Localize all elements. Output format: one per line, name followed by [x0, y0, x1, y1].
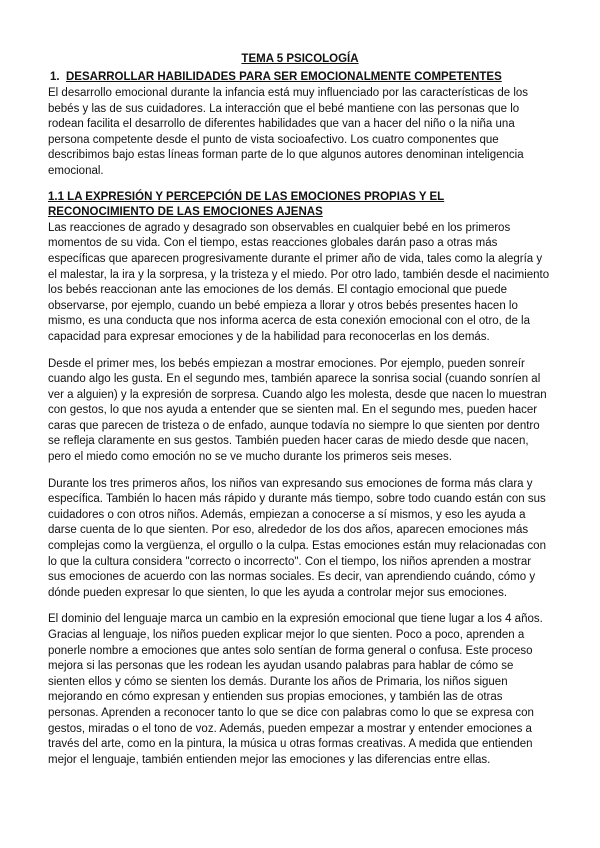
- document-title: TEMA 5 PSICOLOGÍA: [241, 53, 359, 65]
- section-1-heading: [48, 70, 552, 85]
- paragraph-3: Durante los tres primeros años, los niños van expresando sus emociones de forma más clara y específica. También lo hacen más rápido y durante más tiempo, sobre todo cuando están con sus cuidadores o con otros niños. Además, empiezan a conocerse a sí mismos, y eso les ayuda a darse cuenta de lo que sienten. Por eso, alrededor de los dos años, aparecen emociones más complejas como la vergüenza, el orgullo o la culpa. Estas emociones están muy relacionadas con lo que la cultura considera "correcto o incorrecto". Con el tiempo, los niños aprenden a mostrar sus emociones de acuerdo con las normas sociales. Es decir, van aprendiendo cuándo, cómo y dónde pueden expresar lo que sienten, lo que les ayuda a controlar mejor sus emociones.: [48, 477, 546, 599]
- section-1-intro-paragraph: El desarrollo emocional durante la infancia está muy influenciado por las características de los bebés y las de sus cuidadores. La interacción que el bebé mantiene con las personas que lo rodean facilita el desarrollo de diferentes habilidades que van a hacer del niño o la niña una persona competente desde el punto de vista socioafectivo. Los cuatro componentes que describimos bajo estas líneas forman parte de lo que algunos autores denominan inteligencia emocional.: [48, 87, 529, 177]
- paragraph-4: El dominio del lenguaje marca un cambio en la expresión emocional que tiene lugar a los 4 años. Gracias al lenguaje, los niños pueden explicar mejor lo que sienten. Poco a poco, aprenden a ponerle nombre a emociones que antes solo sentían de forma general o confusa. Este proceso mejora si las personas que les rodean les ayudan usando palabras para hablar de cómo se sienten ellos y cómo se sienten los demás. Durante los años de Primaria, los niños siguen mejorando en cómo expresan y entienden sus propias emociones, y también las de otras personas. Aprenden a reconocer tanto lo que se dice con palabras como lo que se expresa con gestos, miradas o el tono de voz. Además, pueden empezar a mostrar y entender emociones a través del arte, como en la pintura, la música u otras formas creativas. A medida que entienden mejor el lenguaje, también entienden mejor las emociones y las diferencias entre ellas.: [48, 613, 543, 766]
- section-1-heading-text: DESARROLLAR HABILIDADES PARA SER EMOCIONALMENTE COMPETENTES: [66, 71, 502, 83]
- section-1-number: 1.: [50, 71, 60, 83]
- section-1-1-heading: 1.1 LA EXPRESIÓN Y PERCEPCIÓN DE LAS EMOCIONES PROPIAS Y EL RECONOCIMIENTO DE LAS EMOCIONES AJENAS: [48, 190, 445, 219]
- paragraph-2: Desde el primer mes, los bebés empiezan a mostrar emociones. Por ejemplo, pueden sonreír cuando algo les gusta. En el segundo mes, también aparece la sonrisa social (cuando sonríen al ver a alguien) y la expresión de sorpresa. Cuando algo les molesta, desde que nacen lo muestran con gestos, lo que nos ayuda a entender que se sienten mal. En el segundo mes, pueden hacer caras que parecen de tristeza o de enfado, aunque todavía no siempre lo que sienten por dentro se refleja claramente en sus gestos. También pueden hacer caras de miedo desde que nacen, pero el miedo como emoción no se ve mucho durante los primeros seis meses.: [48, 357, 547, 464]
- paragraph-1: Las reacciones de agrado y desagrado son observables en cualquier bebé en los primeros momentos de su vida. Con el tiempo, estas reacciones globales darán paso a otras más específicas que aparecen progresivamente durante el primer año de vida, tales como la alegría y el malestar, la ira y la sorpresa, y la tristeza y el miedo. Por otro lado, también desde el nacimiento los bebés reaccionan ante las emociones de los demás. El contagio emocional que puede observarse, por ejemplo, cuando un bebé empieza a llorar y otros bebés presentes hacen lo mismo, es una conducta que nos informa acerca de esta conexión emocional con el otro, de la capacidad para expresar emociones y de la habilidad para reconocerlas en los demás.: [48, 221, 550, 343]
